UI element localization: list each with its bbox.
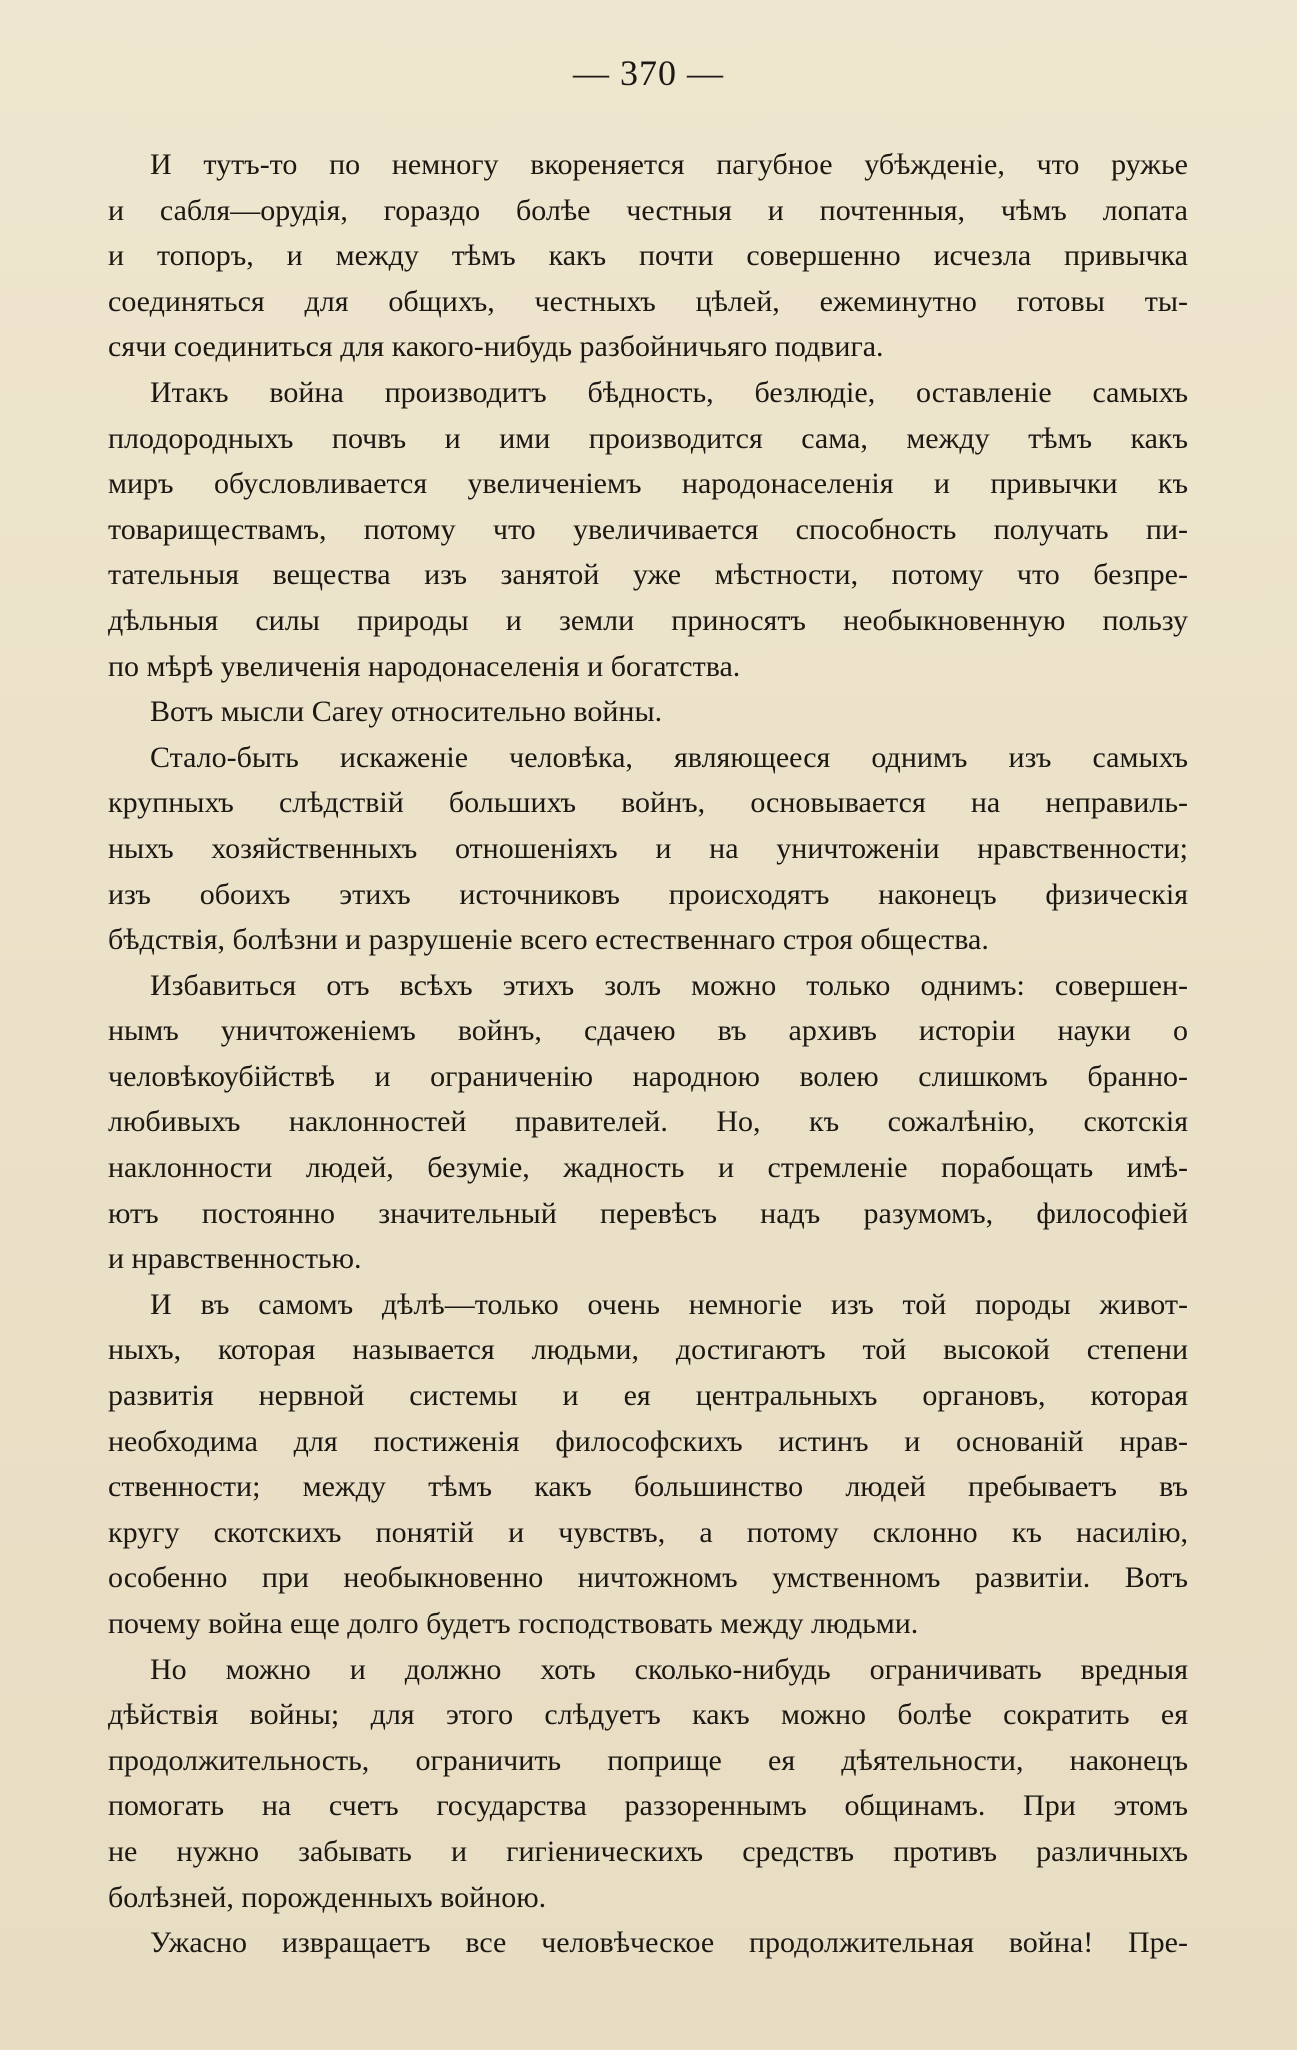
page-number: — 370 — bbox=[573, 53, 724, 93]
text-line: почему война еще долго будетъ господствовать между людьми. bbox=[108, 1607, 919, 1640]
text-line: ютъ постоянно значительный перевѣсъ надъ разумомъ, философіей bbox=[108, 1196, 1188, 1230]
text-line: тательныя вещества изъ занятой уже мѣстности, потому что безпре- bbox=[108, 558, 1188, 592]
text-line: болѣзней, порожденныхъ войною. bbox=[108, 1880, 547, 1914]
text-line: ныхъ, которая называется людьми, достигаютъ той высокой степени bbox=[108, 1333, 1188, 1367]
paragraph bbox=[108, 370, 1188, 689]
text-line: по мѣрѣ увеличенія народонаселенія и богатства. bbox=[108, 649, 741, 683]
paragraph bbox=[108, 142, 1188, 370]
text-line: соединяться для общихъ, честныхъ цѣлей, ежеминутно готовы ты- bbox=[108, 284, 1188, 318]
text-line: развитія нервной системы и ея центральныхъ органовъ, которая bbox=[108, 1379, 1188, 1413]
text-line: ныхъ хозяйственныхъ отношеніяхъ и на уничтоженіи нравственности; bbox=[108, 831, 1188, 865]
text-line: продолжительность, ограничить поприще ея дѣятельности, наконецъ bbox=[108, 1743, 1188, 1777]
text-line: любивыхъ наклонностей правителей. Но, къ сожалѣнію, скотскія bbox=[108, 1105, 1188, 1139]
paragraph bbox=[108, 689, 1188, 735]
paragraph bbox=[108, 735, 1188, 963]
text-line: необходима для постиженія философскихъ истинъ и основаній нрав- bbox=[108, 1424, 1188, 1458]
text-line: помогать на счетъ государства раззореннымъ общинамъ. При этомъ bbox=[108, 1789, 1188, 1823]
text-line: Но можно и должно хоть сколько-нибудь ограничивать вредныя bbox=[150, 1652, 1188, 1686]
text-line: дѣльныя силы природы и земли приносятъ необыкновенную пользу bbox=[108, 603, 1188, 637]
text-line: сячи соединиться для какого-нибудь разбойничьяго подвига. bbox=[108, 330, 884, 364]
text-line: и нравственностью. bbox=[108, 1242, 362, 1276]
text-line: изъ обоихъ этихъ источниковъ происходятъ наконецъ физическія bbox=[108, 877, 1188, 911]
text-line: Вотъ мысли Carey относительно войны. bbox=[150, 695, 663, 729]
text-line: И въ самомъ дѣлѣ—только очень немногіе изъ той породы живот- bbox=[150, 1287, 1188, 1321]
paragraph bbox=[108, 1647, 1188, 1921]
body-text bbox=[108, 142, 1188, 1966]
text-line: кругу скотскихъ понятій и чувствъ, а потому склонно къ насилію, bbox=[108, 1515, 1188, 1549]
text-line: бѣдствія, болѣзни и разрушеніе всего естественнаго строя общества. bbox=[108, 923, 989, 957]
paragraph bbox=[108, 1282, 1188, 1647]
text-line: И тутъ-то по немногу вкореняется пагубное убѣжденіе, что ружье bbox=[150, 148, 1188, 181]
text-line: Стало-быть искаженіе человѣка, являющееся однимъ изъ самыхъ bbox=[150, 740, 1188, 774]
text-line: плодородныхъ почвъ и ими производится сама, между тѣмъ какъ bbox=[108, 421, 1188, 455]
text-line: Итакъ война производитъ бѣдность, безлюдіе, оставленіе самыхъ bbox=[150, 375, 1188, 409]
paragraph bbox=[108, 963, 1188, 1282]
paragraph bbox=[108, 1920, 1188, 1966]
text-line: миръ обусловливается увеличеніемъ народонаселенія и привычки къ bbox=[108, 467, 1188, 501]
text-line: наклонности людей, безуміе, жадность и стремленіе порабощать имѣ- bbox=[108, 1151, 1188, 1185]
text-line: не нужно забывать и гигіеническихъ средствъ противъ различныхъ bbox=[108, 1834, 1188, 1868]
text-line: нымъ уничтоженіемъ войнъ, сдачею въ архивъ исторіи науки о bbox=[108, 1014, 1188, 1048]
text-line: особенно при необыкновенно ничтожномъ умственномъ развитіи. Вотъ bbox=[108, 1561, 1188, 1595]
text-line: ственности; между тѣмъ какъ большинство людей пребываетъ въ bbox=[108, 1470, 1188, 1504]
text-line: Избавиться отъ всѣхъ этихъ золъ можно только однимъ: совершен- bbox=[150, 968, 1188, 1002]
text-line: и сабля—орудія, гораздо болѣе честныя и почтенныя, чѣмъ лопата bbox=[108, 193, 1188, 227]
text-line: и топоръ, и между тѣмъ какъ почти совершенно исчезла привычка bbox=[108, 239, 1188, 273]
text-line: человѣкоубійствѣ и ограниченію народною волею слишкомъ бранно- bbox=[108, 1059, 1188, 1093]
text-line: товариществамъ, потому что увеличивается способность получать пи- bbox=[108, 512, 1188, 546]
text-line: дѣйствія войны; для этого слѣдуетъ какъ можно болѣе сократить ея bbox=[108, 1698, 1188, 1732]
text-line: Ужасно извращаетъ все человѣческое продолжительная война! Пре- bbox=[150, 1926, 1188, 1960]
text-line: крупныхъ слѣдствій большихъ войнъ, основывается на неправиль- bbox=[108, 786, 1188, 820]
